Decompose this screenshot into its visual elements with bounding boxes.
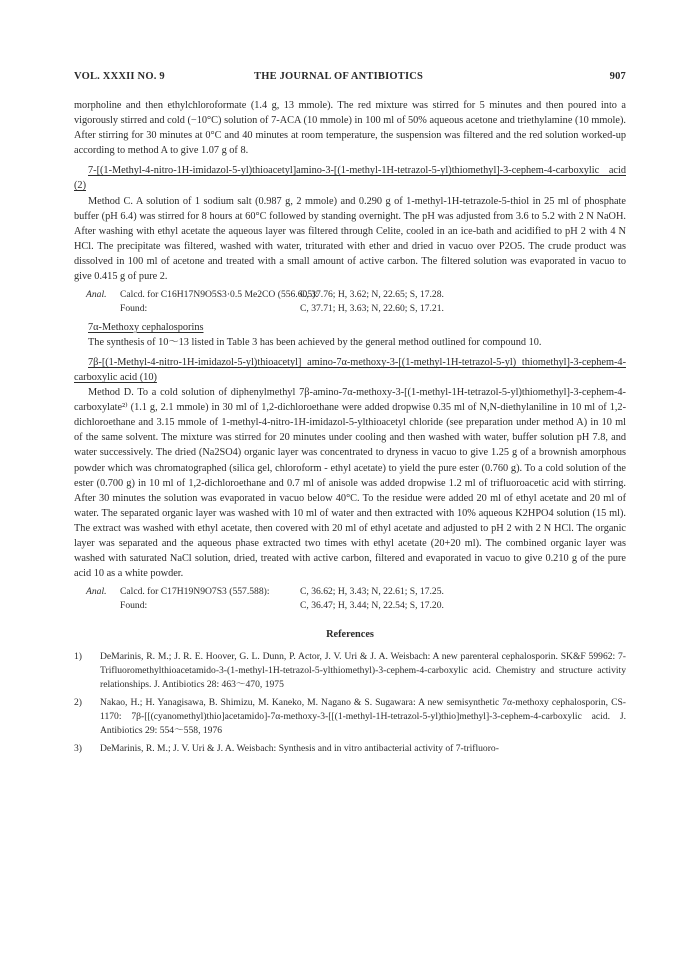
method-d-paragraph: Method D. To a cold solution of diphenylmethyl 7β-amino-7α-methoxy-3-[(1-methyl-1H-tetrazol-5-yl)thiomethyl]-3-cephem-4-carboxylate²⁾ (1.1 g, 2.1 mmole) in 30 ml of 1,2-dichloroethane were added dropwise 0.35 ml of N,N-diethylaniline in 10 ml of 1,2-dichloroethane and 3.15 mmole of 1-methyl-4-nitro-1H-imidazol-5-ylthioacetyl chloride (see preparation under method A) in 10 ml of the same solvent. The mixture was stirred for 20 minutes under cooling and then washed with water, buffer solution pH 7.8, and water successively. The dried (Na2SO4) organic layer was concentrated to dryness in vacuo to give 1.25 g of a brownish amorphous powder which was chromatographed (silica gel, chloroform - ethyl acetate) to yield the pure ester (0.760 g). To a cold solution of the ester (0.700 g) in 10 ml of 1,2-dichloroethane and 0.7 ml of anisole was added dropwise 1.2 ml of trifluoroacetic acid with stirring. After 30 minutes the solution was evaporated in vacuo below 40°C. To the residue were added 20 ml of ethyl acetate and 20 ml of water. The separated organic layer was washed with 10 ml of water and then extracted with 10% aqueous K2HPO4 solution (15 ml). The extract was washed with ethyl acetate, then covered with 20 ml of ethyl acetate and adjusted to pH 2 with 2 N HCl. The organic layer was separated and the aqueous phase extracted two times with ethyl acetate (20+20 ml). The combined organic layer was washed with saturated NaCl solution, dried, treated with active carbon, filtered and evaporated in vacuo to give 0.210 g of the pure acid 10 as a white powder. xyxy=(74,387,626,580)
reference-text: Nakao, H.; H. Yanagisawa, B. Shimizu, M. Kaneko, M. Nagano & S. Sugawara: A new semisynthetic 7α-methoxy cephalosporin, CS-1170: 7β-[[(cyanomethyl)thio]acetamido]-7α-methoxy-3-[[(1-methyl-1H-tetrazol-5-yl)thio]methyl]-3-cephem-4-carboxylic acid. J. Antibiotics 29: 554～558, 1976 xyxy=(100,697,626,736)
reference-item xyxy=(74,650,626,692)
running-header xyxy=(74,71,626,85)
calcd-values: C, 37.76; H, 3.62; N, 22.65; S, 17.28. xyxy=(300,289,444,301)
compound-10-heading: 7β-[(1-Methyl-4-nitro-1H-imidazol-5-yl)thioacetyl] amino-7α-methoxy-3-[(1-methyl-1H-tetrazol-5-yl) thiomethyl]-3-cephem-4-carboxylic acid (10) xyxy=(74,356,626,383)
anal-label: Anal. xyxy=(86,289,107,301)
found-label: Found: xyxy=(120,600,148,612)
reference-item xyxy=(74,696,626,738)
method-c-paragraph: Method C. A solution of 1 sodium salt (0.987 g, 2 mmole) and 0.290 g of 1-methyl-1H-tetrazole-5-thiol in 25 ml of phosphate buffer (pH 6.4) was stirred for 8 hours at 60°C followed by standing overnight. The pH was adjusted from 3.6 to 5.2 with 2 N NaOH. After washing with ethyl acetate the aqueous layer was filtered through Celite, cooled in an ice-bath and acidified to pH 2 with 4 N HCl. The precipitate was filtered, washed with water, triturated with ether and dried in vacuo over P2O5. The crude product was dissolved in 100 ml of acetone and treated with a small amount of active carbon. The filtered solution was evaporated in vacuo to give 0.415 g of pure 2. xyxy=(74,195,626,283)
reference-number: 3) xyxy=(74,743,82,754)
reference-number: 2) xyxy=(74,697,82,708)
reference-number: 1) xyxy=(74,651,82,662)
calcd-values: C, 36.62; H, 3.43; N, 22.61; S, 17.25. xyxy=(300,586,444,598)
methoxy-cephalosporins-heading: 7α-Methoxy cephalosporins xyxy=(88,321,204,333)
analysis-compound-10 xyxy=(74,585,626,613)
synthesis-paragraph: The synthesis of 10～13 listed in Table 3 has been achieved by the general method outlined for compound 10. xyxy=(88,336,542,348)
found-values: C, 37.71; H, 3.63; N, 22.60; S, 17.21. xyxy=(300,302,444,314)
paragraph-morpholine: morpholine and then ethylchloroformate (1.4 g, 13 mmole). The red mixture was stirred for 5 minutes and then poured into a vigorously stirred and cold (−10°C) solution of 7-ACA (10 mmole) in 100 ml of 50% aqueous acetone and triethylamine (10 mmole). After stirring for 30 minutes at 0°C and 40 minutes at room temperature, the suspension was filtered and the red solution worked-up according to method A to give 1.07 g of 8. xyxy=(74,100,626,157)
volume-label: VOL. XXXII NO. 9 xyxy=(74,71,165,82)
analysis-compound-2 xyxy=(74,288,626,316)
article-body xyxy=(74,98,626,760)
calcd-formula: Calcd. for C16H17N9O5S3·0.5 Me2CO (556.605): xyxy=(120,289,318,301)
calcd-formula: Calcd. for C17H19N9O7S3 (557.588): xyxy=(120,586,270,598)
page-number: 907 xyxy=(609,71,626,82)
reference-text: DeMarinis, R. M.; J. V. Uri & J. A. Weisbach: Synthesis and in vitro antibacterial activity of 7-trifluoro- xyxy=(100,743,499,754)
journal-title: THE JOURNAL OF ANTIBIOTICS xyxy=(254,71,424,82)
references-list xyxy=(74,650,626,756)
references-heading: References xyxy=(326,628,374,640)
found-label: Found: xyxy=(120,302,148,314)
reference-text: DeMarinis, R. M.; J. R. E. Hoover, G. L. Dunn, P. Actor, J. V. Uri & J. A. Weisbach: A new parenteral cephalosporin. SK&F 59962: 7-Trifluoromethylthioacetamido-3-(1-methyl-1H-tetrazol-5-ylthiomethyl)-3-cephem-4-carboxylic acid. Chemistry and structure activity relationships. J. Antibiotics 28: 463～470, 1975 xyxy=(100,651,626,690)
reference-item xyxy=(74,742,626,756)
found-values: C, 36.47; H, 3.44; N, 22.54; S, 17.20. xyxy=(300,600,444,612)
compound-2-heading: 7-[(1-Methyl-4-nitro-1H-imidazol-5-yl)thioacetyl]amino-3-[(1-methyl-1H-tetrazol-5-yl)thiomethyl]-3-cephem-4-carboxylic acid (2) xyxy=(74,165,626,192)
anal-label: Anal. xyxy=(86,586,107,598)
